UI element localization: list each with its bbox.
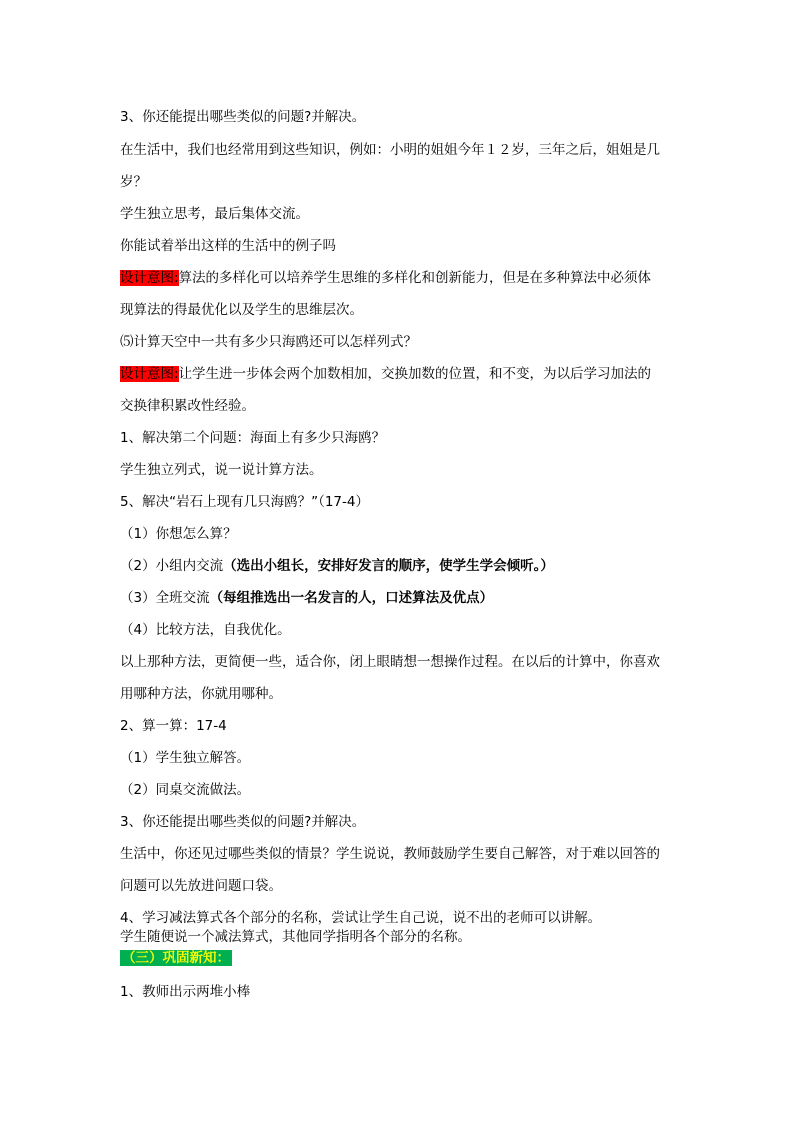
text-line: 3、你还能提出哪些类似的问题?并解决。: [120, 814, 366, 830]
text-line: 1、解决第二个问题：海面上有多少只海鸥？: [120, 430, 386, 446]
text-line: 让学生进一步体会两个加数相加，交换加数的位置，和不变，为以后学习加法的: [178, 366, 652, 382]
text-line: （2）同桌交流做法。: [120, 782, 251, 798]
bold-note: （选出小组长，安排好发言的顺序，使学生学会倾听。）: [223, 558, 554, 574]
bold-note: （每组推选出一名发言的人，口述算法及优点）: [209, 590, 494, 606]
text-line: [120, 558, 554, 574]
text-line: 算法的多样化可以培养学生思维的多样化和创新能力，但是在多种算法中必须体: [178, 270, 652, 286]
text-line: 以上那种方法，更简便一些，适合你，闭上眼睛想一想操作过程。在以后的计算中，你喜欢: [120, 654, 660, 670]
design-intent-label: 设计意图:: [120, 270, 179, 286]
text-line: 岁？: [120, 174, 147, 190]
step-label: （3）全班交流: [120, 590, 210, 606]
text-line: 生活中，你还见过哪些类似的情景？学生说说，教师鼓励学生要自己解答，对于难以回答的: [120, 846, 660, 862]
text-line: 在生活中，我们也经常用到这些知识，例如：小明的姐姐今年１２岁，三年之后，姐姐是几: [120, 142, 660, 158]
section-heading: [120, 950, 232, 966]
text-line: （1）你想怎么算？: [120, 526, 237, 542]
text-line: 学生独立列式，说一说计算方法。: [120, 462, 323, 478]
text-line: 问题可以先放进问题口袋。: [120, 878, 282, 894]
text-line: 1、教师出示两堆小棒: [120, 984, 251, 1000]
text-line: 用哪种方法，你就用哪种。: [120, 686, 282, 702]
text-line: 3、你还能提出哪些类似的问题?并解决。: [120, 109, 366, 125]
design-intent-label: 设计意图:: [120, 366, 179, 382]
text-line: ⑸计算天空中一共有多少只海鸥还可以怎样列式？: [120, 334, 417, 350]
text-line: （4）比较方法，自我优化。: [120, 622, 291, 638]
text-line: 学生随便说一个减法算式，其他同学指明各个部分的名称。: [120, 929, 471, 945]
text-line: 2、算一算：17-4: [120, 718, 227, 734]
step-label: （2）小组内交流: [120, 558, 224, 574]
text-line: 5、解决“岩石上现有几只海鸥？”（17-4）: [120, 494, 369, 510]
text-line: [120, 590, 493, 606]
text-line: 4、学习减法算式各个部分的名称，尝试让学生自己说，说不出的老师可以讲解。: [120, 910, 602, 926]
section-heading-label: （三）巩固新知：: [122, 950, 230, 966]
text-line: 现算法的得最优化以及学生的思维层次。: [120, 302, 363, 318]
text-line: 你能试着举出这样的生活中的例子吗: [120, 238, 336, 254]
text-line: 学生独立思考，最后集体交流。: [120, 206, 309, 222]
design-intent-paragraph: [120, 270, 651, 286]
design-intent-paragraph: [120, 366, 651, 382]
text-line: （1）学生独立解答。: [120, 750, 251, 766]
text-line: 交换律积累改性经验。: [120, 398, 255, 414]
